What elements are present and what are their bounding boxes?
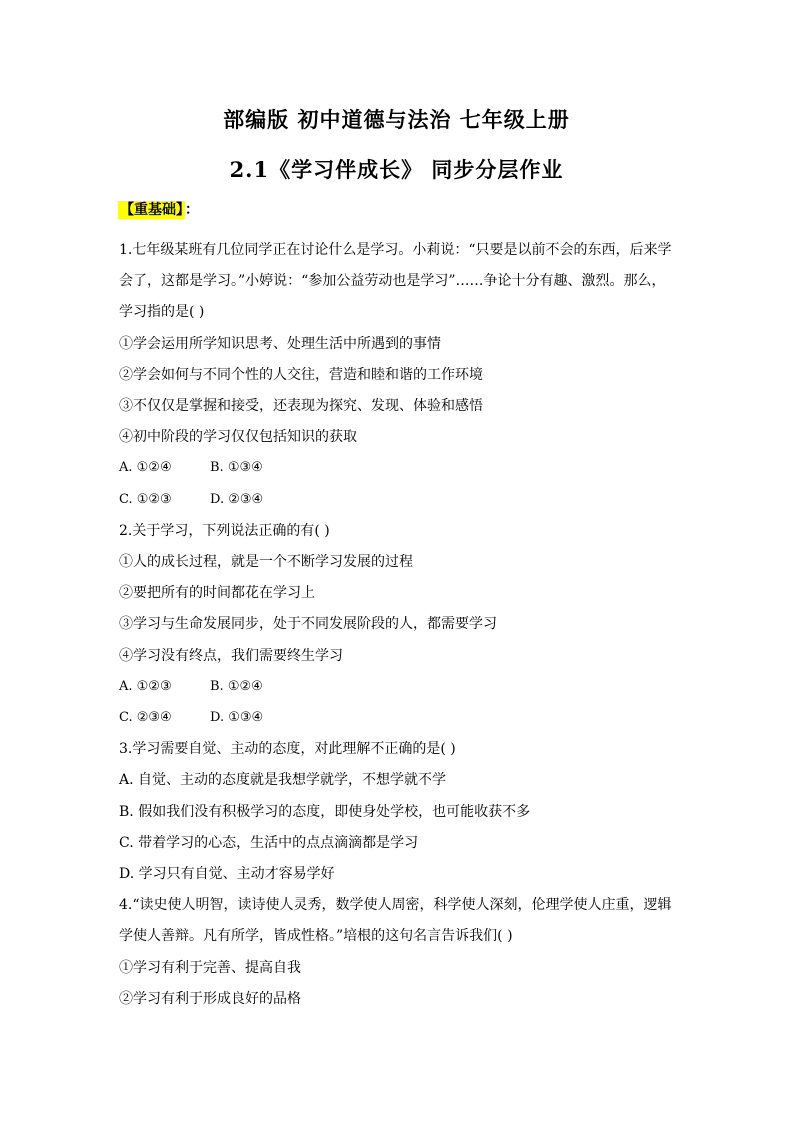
q1-statement-3: ③不仅仅是掌握和接受，还表现为探究、发现、体验和感悟	[119, 398, 483, 414]
q1-stem-line-2: 会了，这都是学习。”小婷说：“参加公益劳动也是学习”……争论十分有趣、激烈。那么，	[119, 273, 666, 289]
q3-choice-a: A. 自觉、主动的态度就是我想学就学，不想学就不学	[119, 772, 447, 788]
q3-choice-d: D. 学习只有自觉、主动才容易学好	[119, 866, 335, 882]
q4-statement-1: ①学习有利于完善、提高自我	[119, 960, 301, 976]
q4-statement-2: ②学习有利于形成良好的品格	[119, 991, 301, 1007]
document-title: 部编版 初中道德与法治 七年级上册	[223, 107, 570, 132]
q2-option-a: A. ①②③	[119, 679, 172, 694]
section-colon: ：	[185, 202, 199, 218]
q4-stem-line-2: 学使人善辩。凡有所学，皆成性格。”培根的这句名言告诉我们( )	[119, 928, 513, 944]
q1-stem-line-3: 学习指的是( )	[119, 304, 205, 320]
q2-statement-4: ④学习没有终点，我们需要终生学习	[119, 648, 343, 664]
q2-statement-2: ②要把所有的时间都花在学习上	[119, 585, 315, 601]
section-label: 【重基础】	[120, 202, 183, 218]
q3-choice-b: B. 假如我们没有积极学习的态度，即使身处学校，也可能收获不多	[119, 804, 531, 820]
q1-option-c: C. ①②③	[119, 492, 172, 507]
q2-statement-3: ③学习与生命发展同步，处于不同发展阶段的人，都需要学习	[119, 616, 497, 632]
q3-stem-line-1: 3.学习需要自觉、主动的态度，对此理解不正确的是( )	[119, 741, 456, 757]
q1-statement-2: ②学会如何与不同个性的人交往，营造和睦和谐的工作环境	[119, 367, 483, 383]
q1-option-a: A. ①②④	[119, 460, 172, 475]
q3-choice-c: C. 带着学习的心态，生活中的点点滴滴都是学习	[119, 835, 419, 851]
q1-statement-1: ①学会运用所学知识思考、处理生活中所遇到的事情	[119, 336, 441, 352]
q2-option-d: D. ①③④	[210, 710, 264, 725]
q2-statement-1: ①人的成长过程，就是一个不断学习发展的过程	[119, 554, 413, 570]
q1-option-b: B. ①③④	[210, 460, 263, 475]
q2-option-b: B. ①②④	[210, 679, 263, 694]
q2-stem-line-1: 2.关于学习，下列说法正确的有( )	[119, 523, 330, 539]
q4-stem-line-1: 4.“读史使人明智，读诗使人灵秀，数学使人周密，科学使人深刻，伦理学使人庄重，逻辑	[119, 897, 672, 913]
section-heading	[118, 198, 199, 222]
q1-statement-4: ④初中阶段的学习仅仅包括知识的获取	[119, 429, 357, 445]
q2-option-c: C. ②③④	[119, 710, 172, 725]
q1-option-d: D. ②③④	[210, 492, 264, 507]
q1-stem-line-1: 1.七年级某班有几位同学正在讨论什么是学习。小莉说：“只要是以前不会的东西，后来学	[119, 242, 672, 258]
lesson-title: 2.1《学习伴成长》 同步分层作业	[229, 157, 564, 182]
